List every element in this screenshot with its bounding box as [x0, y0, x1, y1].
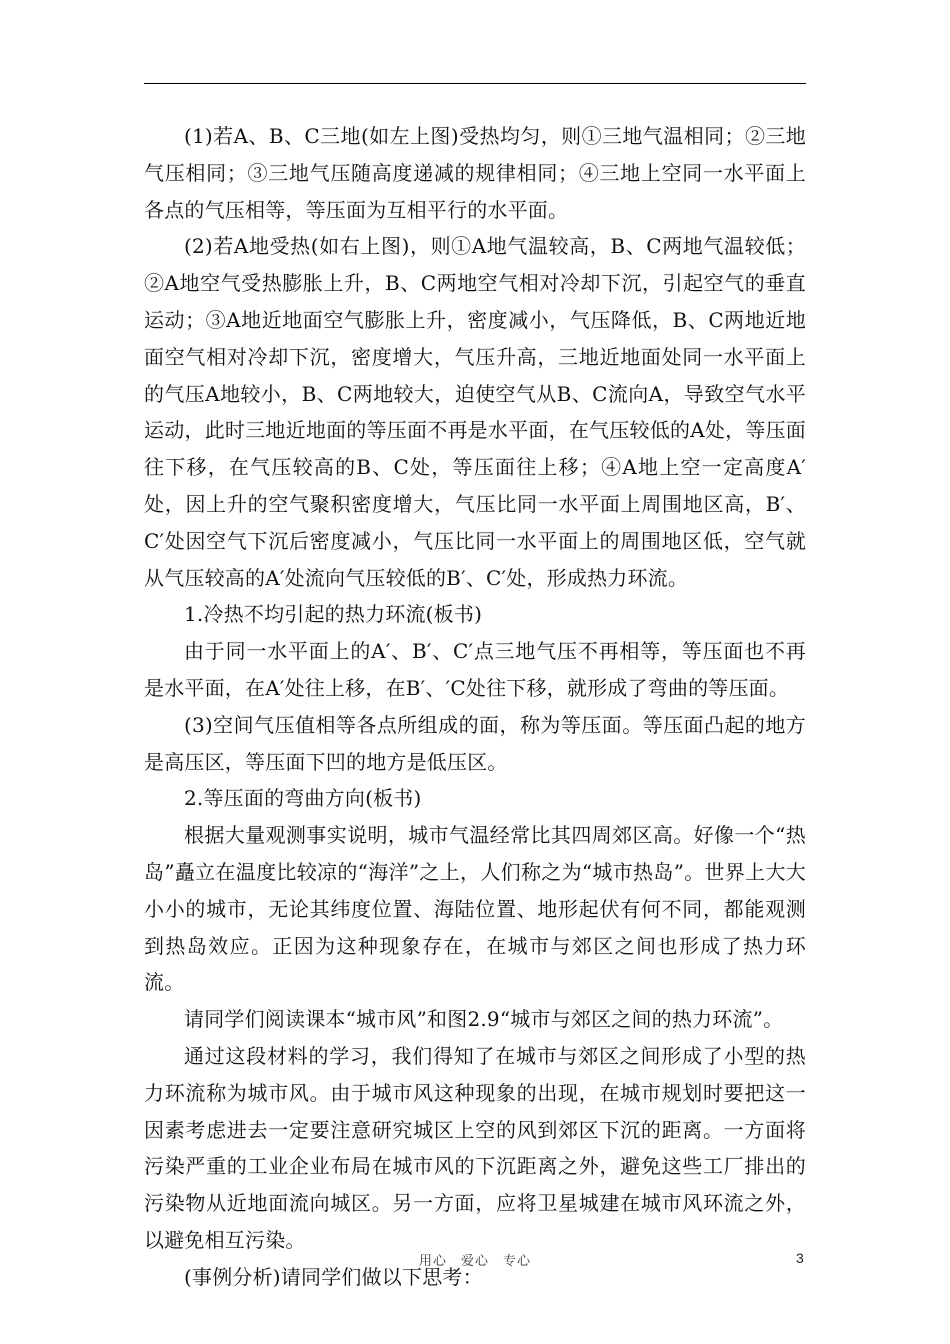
heading-isobaric-bending: 2.等压面的弯曲方向(板书) [184, 786, 422, 811]
page-number: 3 [796, 1250, 804, 1266]
page-footer [0, 1248, 950, 1270]
paragraph-heat-island: 根据大量观测事实说明，城市气温经常比其四周郊区高。好像一个“热岛”矗立在温度比较凉的“海洋”之上，人们称之为“城市热岛”。世界上大大小小的城市，无论其纬度位置、海陆位置、地形起伏有何不同，都能观测到热岛效应。正因为这种现象存在，在城市与郊区之间也形成了热力环流。 [144, 823, 806, 995]
paragraph-condition-3: (3)空间气压值相等各点所组成的面，称为等压面。等压面凸起的地方是高压区，等压面下凹的地方是低压区。 [144, 712, 806, 774]
paragraph-condition-2: (2)若A地受热(如右上图)，则①A地气温较高，B、C两地气温较低；②A地空气受热膨胀上升，B、C两地空气相对冷却下沉，引起空气的垂直运动；③A地近地面空气膨胀上升，密度减小，气压降低，B、C两地近地面空气相对冷却下沉，密度增大，气压升高，三地近地面处同一水平面上的气压A地较小，B、C两地较大，迫使空气从B、C流向A，导致空气水平运动，此时三地近地面的等压面不再是水平面，在气压较低的A处，等压面往下移，在气压较高的B、C处，等压面往上移；④A地上空一定高度A′处，因上升的空气聚积密度增大，气压比同一水平面上周围地区高，B′、C′处因空气下沉后密度减小，气压比同一水平面上的周围地区低，空气就从气压较高的A′处流向气压较低的B′、C′处，形成热力环流。 [144, 234, 806, 590]
document-body [144, 118, 806, 1296]
paragraph-condition-1: (1)若A、B、C三地(如左上图)受热均匀，则①三地气温相同；②三地气压相同；③三地气压随高度递减的规律相同；④三地上空同一水平面上各点的气压相等，等压面为互相平行的水平面。 [144, 124, 806, 222]
heading-thermal-circulation: 1.冷热不均引起的热力环流(板书) [184, 602, 483, 627]
paragraph-isobaric-surface: 由于同一水平面上的A′、B′、C′点三地气压不再相等，等压面也不再是水平面，在A′处往上移，在B′、′C处往下移，就形成了弯曲的等压面。 [144, 639, 806, 700]
header-rule [144, 83, 806, 84]
footer-motto: 用心 爱心 专心 [418, 1254, 531, 1269]
paragraph-city-wind: 通过这段材料的学习，我们得知了在城市与郊区之间形成了小型的热力环流称为城市风。由于城市风这种现象的出现，在城市规划时要把这一因素考虑进去一定要注意研究城区上空的风到郊区下沉的距离。一方面将污染严重的工业企业布局在城市风的下沉距离之外，避免这些工厂排出的污染物从近地面流向城区。另一方面，应将卫星城建在城市风环流之外，以避免相互污染。 [144, 1043, 806, 1252]
paragraph-case-analysis: (事例分析)请同学们做以下思考： [184, 1264, 483, 1289]
paragraph-reading-assignment: 请同学们阅读课本“城市风”和图2.9“城市与郊区之间的热力环流”。 [184, 1007, 784, 1032]
